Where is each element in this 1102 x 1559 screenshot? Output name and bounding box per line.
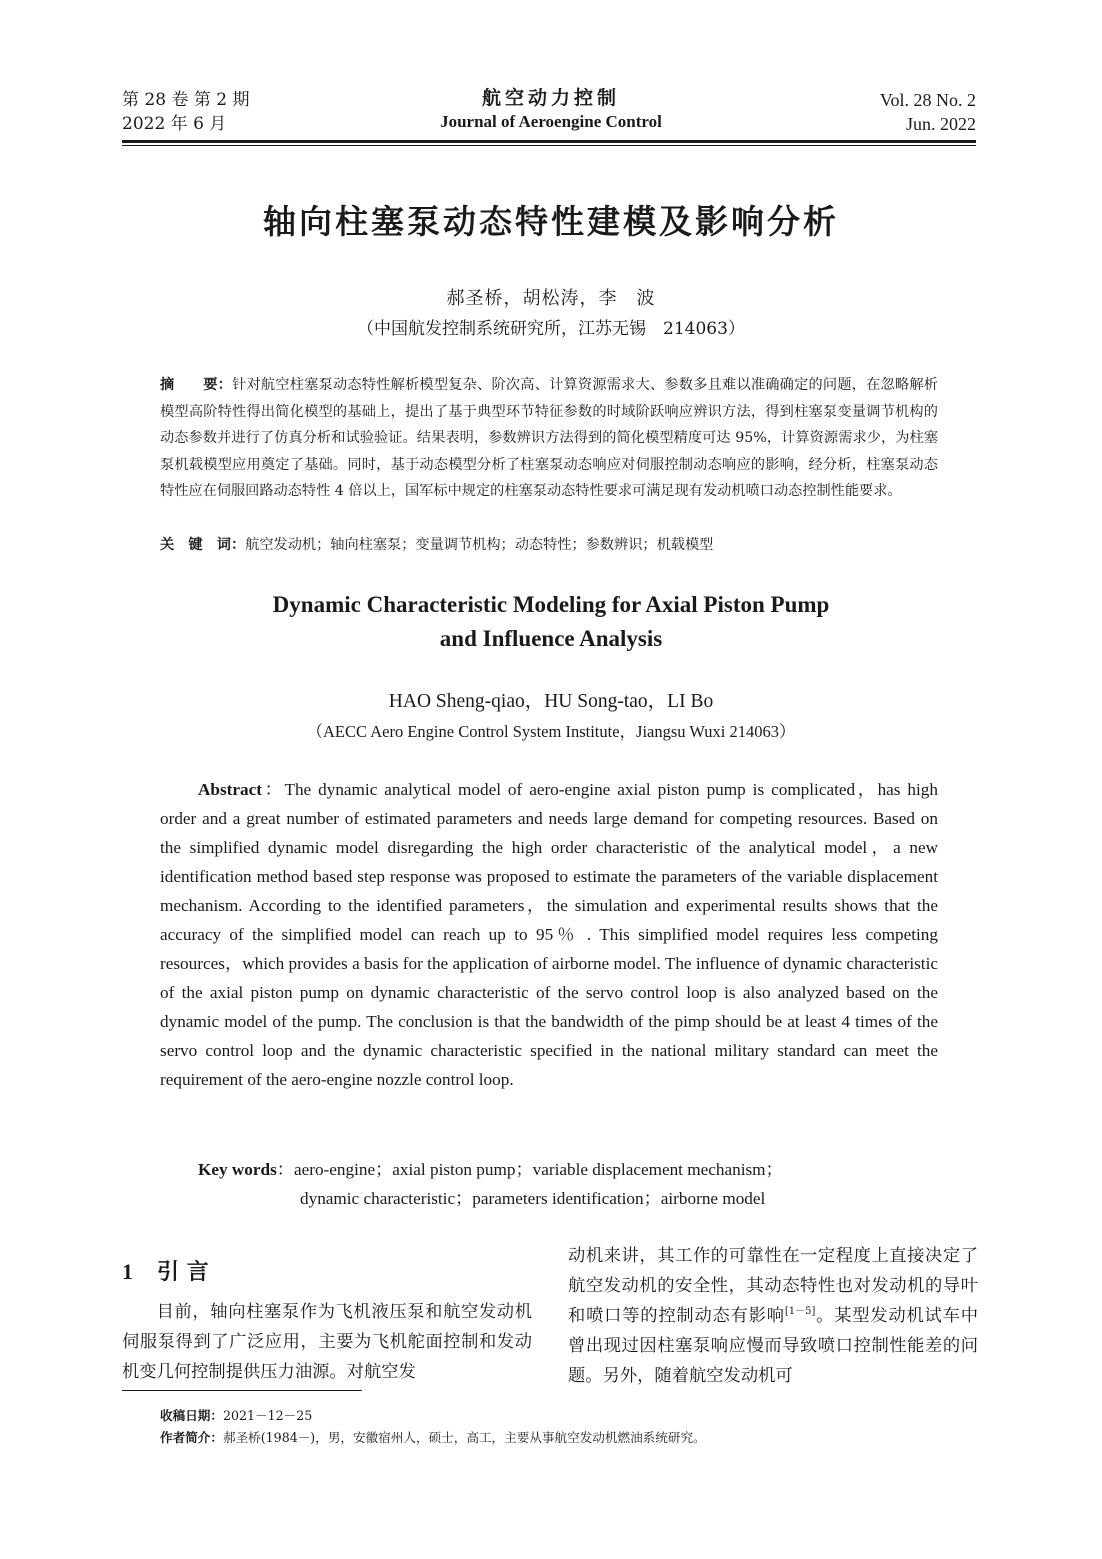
header-rule-thick — [122, 140, 976, 143]
keywords-en-label: Key words — [198, 1160, 277, 1179]
author-bio-label: 作者简介： — [160, 1430, 223, 1445]
section-number: 1 — [122, 1259, 133, 1284]
paper-title-zh: 轴向柱塞泵动态特性建模及影响分析 — [263, 202, 839, 241]
journal-name-en: Journal of Aeroengine Control — [440, 112, 662, 131]
paper-title-en-line1: Dynamic Characteristic Modeling for Axial Piston Pump — [272, 592, 830, 617]
paper-title-en-line2: and Influence Analysis — [439, 626, 663, 651]
paper-title-en — [0, 588, 1102, 656]
keywords-zh — [160, 532, 938, 558]
section-heading — [122, 1255, 209, 1290]
author-bio-value: 郝圣桥(1984－)，男，安徽宿州人，硕士，高工，主要从事航空发动机燃油系统研究。 — [222, 1430, 706, 1445]
journal-name-zh: 航空动力控制 — [481, 87, 620, 109]
keywords-en-sep: ： — [276, 1160, 294, 1179]
body-column-left: 目前，轴向柱塞泵作为飞机液压泵和航空发动机伺服泵得到了广泛应用，主要为飞机舵面控制和发动机变几何控制提供压力油源。对航空发 — [122, 1302, 532, 1382]
keywords-zh-text: 航空发动机；轴向柱塞泵；变量调节机构；动态特性；参数辨识；机载模型 — [245, 537, 714, 553]
body-right-text-2: 。某型发动机试车中曾出现过因柱塞泵响应慢而导致喷口控制性能差的问题。另外，随着航空发动机可 — [568, 1306, 978, 1386]
abstract-en-label: Abstract — [198, 780, 262, 799]
abstract-zh-text: 针对航空柱塞泵动态特性解析模型复杂、阶次高、计算资源需求大、参数多且难以准确确定的问题，在忽略解析模型高阶特性得出简化模型的基础上，提出了基于典型环节特征参数的时域阶跃响应辨识方法，得到柱塞泵变量调节机构的动态参数并进行了仿真分析和试验验证。结果表明，参数辨识方法得到的简化模型精度可达 95%，计算资源需求少，为柱塞泵机载模型应用奠定了基础。同时，基于动态模型分析了柱塞泵动态响应对伺服控制动态响应的影响，经分析，柱塞泵动态特性应在伺服回路动态特性 4 倍以上，国军标中规定的柱塞泵动态特性要求可满足现有发动机喷口动态控制性能要求。 — [160, 377, 938, 499]
journal-volume-en — [880, 88, 976, 136]
affiliation-en: （AECC Aero Engine Control System Institute，Jiangsu Wuxi 214063） — [306, 722, 796, 741]
keywords-zh-label: 关 键 词： — [160, 537, 246, 553]
keywords-en-line2: dynamic characteristic；parameters identification；airborne model — [300, 1189, 766, 1208]
received-value: 2021－12－25 — [222, 1408, 313, 1423]
keywords-en-line1: aero-engine；axial piston pump；variable displacement mechanism； — [293, 1160, 783, 1179]
authors-zh: 郝圣桥，胡松涛，李 波 — [446, 288, 656, 309]
section-title: 引 言 — [157, 1260, 209, 1285]
body-column-right — [568, 1241, 978, 1391]
abstract-en — [160, 775, 938, 1094]
affiliation-zh: （中国航发控制系统研究所，江苏无锡 214063） — [357, 319, 745, 339]
volume-issue: 第 28 卷 第 2 期 — [122, 90, 250, 110]
keywords-en-row1 — [160, 1155, 938, 1184]
body-right-text-1: 动机来讲，其工作的可靠性在一定程度上直接决定了航空发动机的安全性，其动态特性也对发动机的导叶和喷口等的控制动态有影响 — [568, 1246, 978, 1326]
header-rule-thin — [122, 145, 976, 146]
abstract-en-sep: ： — [261, 780, 285, 799]
footnotes — [160, 1405, 980, 1449]
authors-en: HAO Sheng-qiao，HU Song-tao，LI Bo — [388, 691, 714, 712]
abstract-en-text: The dynamic analytical model of aero-engine axial piston pump is complicated，has high order and a great number of estimated parameters and needs large demand for competing resources. Based on the simplified dynamic model disregarding the high order characteristic of the analytical model，a new identification method based step response was proposed to estimate the parameters of the variable displacement mechanism. According to the identified parameters，the simulation and experimental results shows that the accuracy of the simplified model can reach up to 95％ . This simplified model requires less competing resources，which provides a basis for the application of airborne model. The influence of dynamic characteristic of the axial piston pump on dynamic characteristic of the servo control loop is also analyzed based on the dynamic model of the pump. The conclusion is that the bandwidth of the pimp should be at least 4 times of the servo control loop and the dynamic characteristic specified in the national military standard can meet the requirement of the aero-engine nozzle control loop. — [160, 780, 938, 1089]
publication-date-en: Jun. 2022 — [905, 114, 976, 134]
abstract-zh-label: 摘 要： — [160, 377, 233, 393]
publication-date: 2022 年 6 月 — [122, 114, 227, 134]
abstract-zh — [160, 372, 938, 505]
citation-ref: [1－5] — [784, 1306, 816, 1318]
author-bio-note — [160, 1427, 980, 1449]
volume-issue-en: Vol. 28 No. 2 — [879, 90, 976, 110]
received-label: 收稿日期： — [160, 1408, 223, 1423]
keywords-en — [160, 1155, 938, 1213]
footnote-rule — [122, 1390, 362, 1391]
received-date-note — [160, 1405, 980, 1427]
